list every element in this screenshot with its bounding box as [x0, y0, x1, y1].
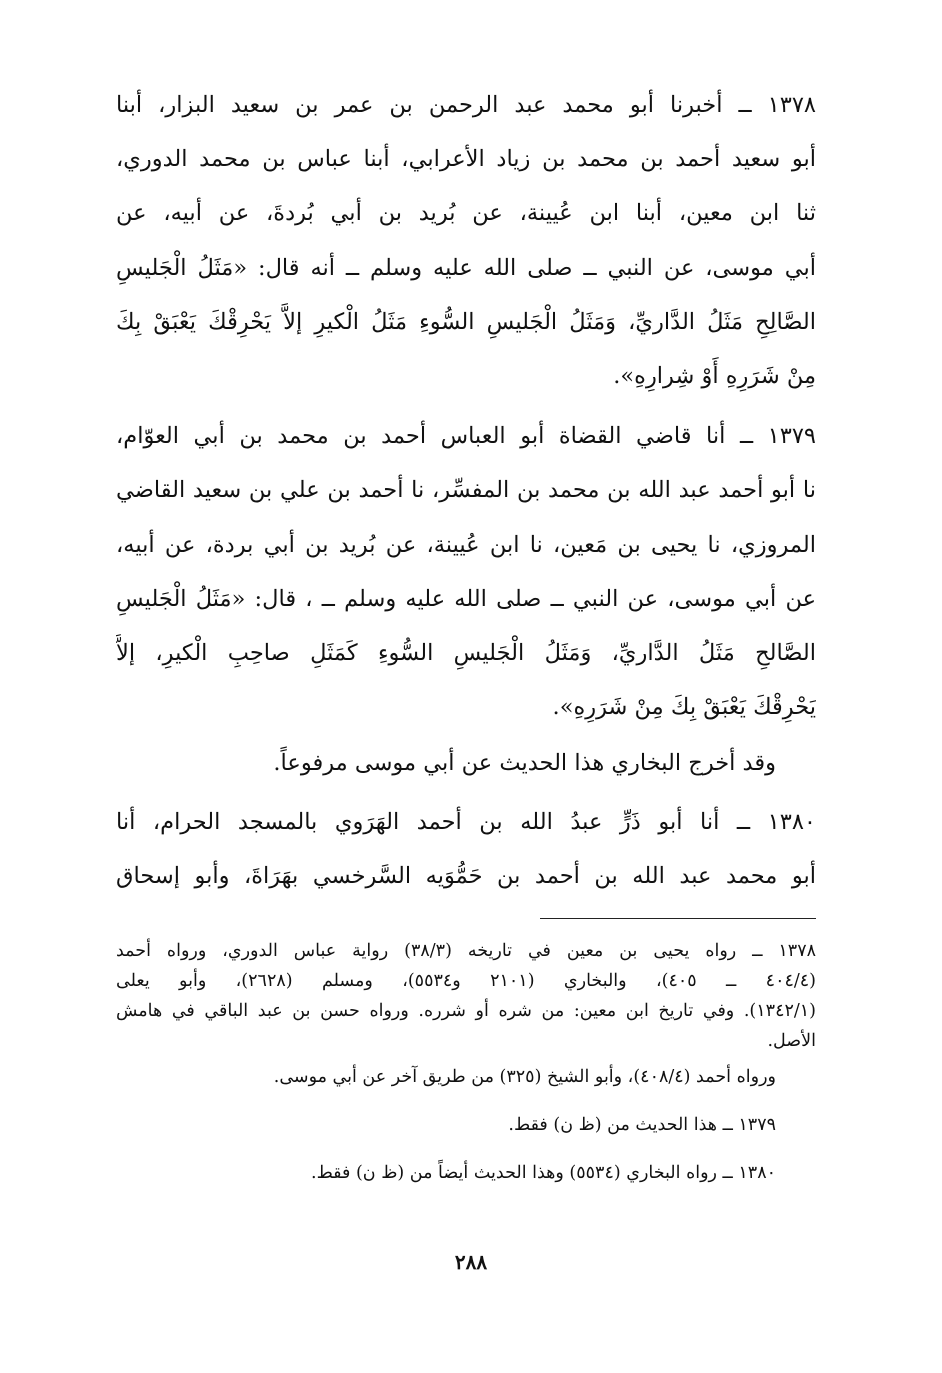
footnote-separator — [540, 918, 816, 919]
text-line: نا أبو أحمد عبد الله بن محمد بن المفسِّر، نا أحمد بن علي بن سعيد القاضي — [116, 477, 816, 504]
text-line: أبو محمد عبد الله بن أحمد بن حَمُّوَيه السَّرخسي بهَرَاةَ، وأبو إسحاق — [116, 862, 816, 889]
footnote-1380 — [116, 1158, 816, 1188]
commentary — [116, 736, 816, 790]
footnotes — [116, 936, 816, 1198]
footnote-line: ورواه أحمد (٤٠٨/٤)، وأبو الشيخ (٣٢٥) من طريق آخر عن أبي موسى. — [273, 1067, 776, 1087]
hadith-1380 — [116, 795, 816, 903]
page-number: ٢٨٨ — [454, 1250, 488, 1274]
text-line: الصَّالحِ مَثَلُ الدَّاريِّ، وَمَثَلُ الْجَليسِ السُّوءِ كَمَثَلِ صاحِبِ الْكيرِ، إلاَّ — [116, 640, 816, 667]
footnote-line: الأصل. — [767, 1031, 816, 1051]
text-line: مِنْ شَرَرِهِ أَوْ شِرارِهِ». — [613, 363, 816, 390]
text-line: يَحْرِقْكَ يَعْبَقْ بِكَ مِنْ شَرَرِهِ». — [552, 694, 816, 721]
text-line: وقد أخرج البخاري هذا الحديث عن أبي موسى مرفوعاً. — [273, 750, 776, 777]
text-line: ١٣٧٨ ــ أخبرنا أبو محمد عبد الرحمن بن عمر بن سعيد البزار، أبنا — [116, 92, 816, 118]
footnote-line: (٤٠٤/٤ ــ ٤٠٥)، والبخاري (٢١٠١ و٥٥٣٤)، ومسلم (٢٦٢٨)، وأبو يعلى — [116, 971, 816, 991]
footnote-line: ١٣٨٠ ــ رواه البخاري (٥٥٣٤) وهذا الحديث أيضاً من (ظ ن) فقط. — [311, 1163, 776, 1183]
footnote-line: ١٣٧٨ ــ رواه يحيى بن معين في تاريخه (٣٨/٣) رواية عباس الدوري، ورواه أحمد — [116, 941, 816, 961]
footnote-line: (١٣٤٢/١). وفي تاريخ ابن معين: من شره أو شرره. ورواه حسن بن عبد الباقي في هامش — [116, 1001, 816, 1021]
text-line: أبي موسى، عن النبي ــ صلى الله عليه وسلم ــ أنه قال: «مَثَلُ الْجَليسِ — [116, 254, 816, 281]
text-line: ١٣٧٩ ــ أنا قاضي القضاة أبو العباس أحمد بن محمد بن أبي العوّام، — [116, 423, 816, 450]
hadith-1378 — [116, 78, 816, 403]
main-text — [116, 78, 816, 903]
text-line: أبو سعيد أحمد بن محمد بن زياد الأعرابي، أبنا عباس بن محمد الدوري، — [116, 146, 816, 173]
text-line: عن أبي موسى، عن النبي ــ صلى الله عليه وسلم ــ ، قال: «مَثَلُ الْجَليسِ — [116, 585, 816, 612]
footnote-1379 — [116, 1110, 816, 1140]
footnote-1378 — [116, 936, 816, 1056]
text-line: ثنا ابن معين، أبنا ابن عُيينة، عن بُريد بن أبي بُردةَ، عن أبيه، عن — [116, 200, 816, 227]
hadith-1379 — [116, 409, 816, 734]
footnote-1378-extra — [116, 1062, 816, 1092]
footnote-line: ١٣٧٩ ــ هذا الحديث من (ظ ن) فقط. — [508, 1115, 776, 1135]
text-line: الصَّالِحِ مَثَلُ الدَّاريِّ، وَمَثَلُ الْجَليسِ السُّوءِ مَثَلُ الْكيرِ إلاَّ يَحْرِقْكَ يَعْبَقْ بِكَ — [116, 308, 816, 335]
text-line: المروزي، نا يحيى بن مَعين، نا ابن عُيينة، عن بُريد بن أبي بردة، عن أبيه، — [116, 531, 816, 558]
text-line: ١٣٨٠ ــ أنا أبو ذَرٍّ عبدُ الله بن أحمد الهَرَوي بالمسجد الحرام، أنا — [116, 808, 816, 835]
